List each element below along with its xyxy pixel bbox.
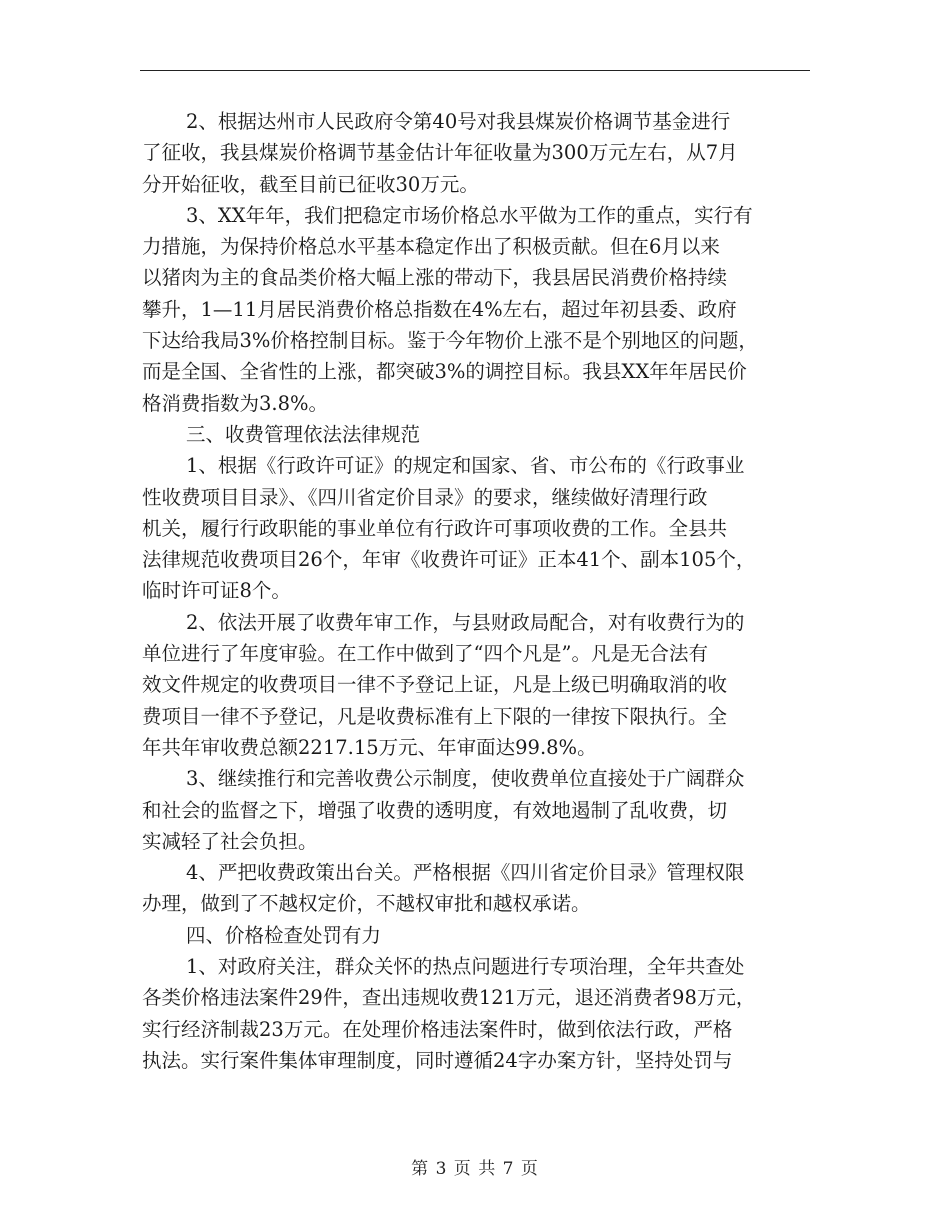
text-line: 以猪肉为主的食品类价格大幅上涨的带动下，我县居民消费价格持续 <box>142 266 728 290</box>
text-line: 下达给我局3%价格控制目标。鉴于今年物价上涨不是个别地区的问题， <box>142 329 758 353</box>
text-line: 执法。实行案件集体审理制度，同时遵循24字办案方针，坚持处罚与 <box>142 1048 733 1072</box>
text-line: 而是全国、全省性的上涨，都突破3%的调控目标。我县XX年年居民价 <box>142 360 747 384</box>
text-line: 费项目一律不予登记，凡是收费标准有上下限的一律按下限执行。全 <box>142 704 728 728</box>
text-line: 力措施，为保持价格总水平基本稳定作出了积极贡献。但在6月以来 <box>142 235 720 259</box>
text-line: 攀升，1—11月居民消费价格总指数在4%左右，超过年初县委、政府 <box>142 297 737 321</box>
text-line: 3、XX年年，我们把稳定市场价格总水平做为工作的重点，实行有 <box>186 203 753 227</box>
text-line: 效文件规定的收费项目一律不予登记上证，凡是上级已明确取消的收 <box>142 673 728 697</box>
text-line: 格消费指数为3.8%。 <box>142 391 329 415</box>
text-line: 实行经济制裁23万元。在处理价格违法案件时，做到依法行政，严格 <box>142 1017 733 1041</box>
text-line: 单位进行了年度审验。在工作中做到了“四个凡是”。凡是无合法有 <box>142 642 708 666</box>
text-line: 三、收费管理依法法律规范 <box>186 422 421 446</box>
text-line: 性收费项目目录》、《四川省定价目录》的要求，继续做好清理行政 <box>142 485 708 509</box>
header-rule <box>140 70 810 71</box>
text-line: 机关，履行行政职能的事业单位有行政许可事项收费的工作。全县共 <box>142 516 728 540</box>
text-line: 各类价格违法案件29件，查出违规收费121万元，退还消费者98万元， <box>142 986 756 1010</box>
text-line: 临时许可证8个。 <box>142 579 291 603</box>
document-body <box>142 106 810 1076</box>
text-line: 实减轻了社会负担。 <box>142 829 318 853</box>
text-line: 1、对政府关注，群众关怀的热点问题进行专项治理，全年共查处 <box>186 955 745 979</box>
text-line: 3、继续推行和完善收费公示制度，使收费单位直接处于广阔群众 <box>186 767 745 791</box>
text-line: 分开始征收，截至目前已征收30万元。 <box>142 172 479 196</box>
text-line: 四、价格检查处罚有力 <box>186 923 382 947</box>
text-line: 4、严把收费政策出台关。严格根据《四川省定价目录》管理权限 <box>186 861 745 885</box>
text-line: 了征收，我县煤炭价格调节基金估计年征收量为300万元左右，从7月 <box>142 141 738 165</box>
text-line: 法律规范收费项目26个，年审《收费许可证》正本41个、副本105个， <box>142 548 756 572</box>
text-line: 2、根据达州市人民政府令第40号对我县煤炭价格调节基金进行 <box>186 110 731 133</box>
text-line: 年共年审收费总额2217.15万元、年审面达99.8%。 <box>142 735 597 759</box>
text-line: 办理，做到了不越权定价，不越权审批和越权承诺。 <box>142 892 591 916</box>
text-line: 和社会的监督之下，增强了收费的透明度，有效地遏制了乱收费，切 <box>142 798 728 822</box>
text-line: 1、根据《行政许可证》的规定和国家、省、市公布的《行政事业 <box>186 454 745 478</box>
page-number-footer: 第 3 页 共 7 页 <box>411 1159 539 1179</box>
text-line: 2、依法开展了收费年审工作，与县财政局配合，对有收费行为的 <box>186 610 745 634</box>
